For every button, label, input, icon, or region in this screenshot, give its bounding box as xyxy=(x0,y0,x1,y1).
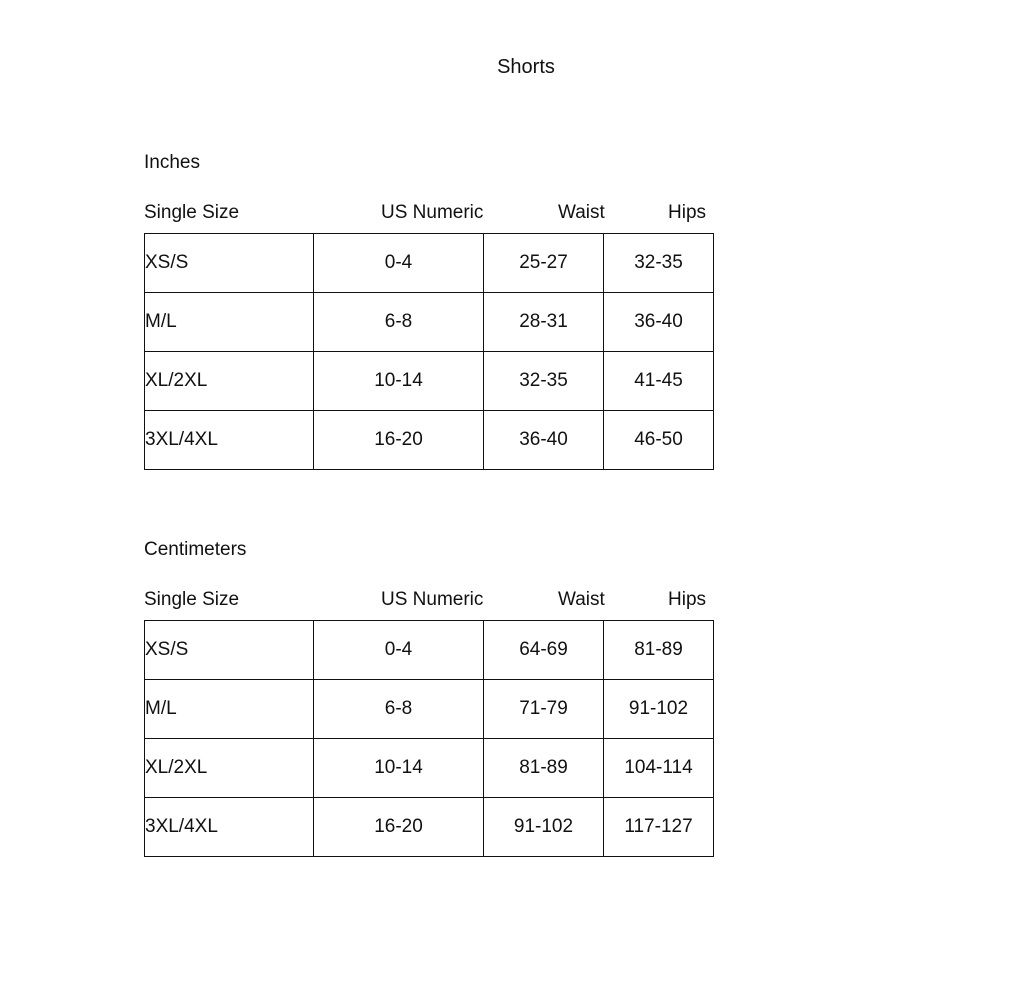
us-numeric-cell: 6-8 xyxy=(314,680,484,739)
waist-cell: 32-35 xyxy=(484,352,604,411)
table-row xyxy=(145,352,714,411)
table-row xyxy=(145,411,714,470)
hips-cell: 104-114 xyxy=(604,739,714,798)
size-cell: M/L xyxy=(145,293,314,352)
column-headers-centimeters xyxy=(144,589,764,611)
table-row xyxy=(145,621,714,680)
table-row xyxy=(145,293,714,352)
waist-cell: 71-79 xyxy=(484,680,604,739)
waist-cell: 28-31 xyxy=(484,293,604,352)
section-label-centimeters: Centimeters xyxy=(144,539,247,560)
hips-cell: 46-50 xyxy=(604,411,714,470)
us-numeric-cell: 0-4 xyxy=(314,234,484,293)
table-row xyxy=(145,234,714,293)
hips-cell: 117-127 xyxy=(604,798,714,857)
header-hips: Hips xyxy=(668,202,707,223)
waist-cell: 81-89 xyxy=(484,739,604,798)
size-cell: XS/S xyxy=(145,621,314,680)
table-row xyxy=(145,739,714,798)
hips-cell: 41-45 xyxy=(604,352,714,411)
us-numeric-cell: 16-20 xyxy=(314,411,484,470)
size-cell: XL/2XL xyxy=(145,739,314,798)
us-numeric-cell: 10-14 xyxy=(314,352,484,411)
us-numeric-cell: 16-20 xyxy=(314,798,484,857)
waist-cell: 91-102 xyxy=(484,798,604,857)
header-waist: Waist xyxy=(558,589,605,610)
hips-cell: 81-89 xyxy=(604,621,714,680)
centimeters-size-table xyxy=(144,620,714,857)
header-hips: Hips xyxy=(668,589,707,610)
size-cell: XL/2XL xyxy=(145,352,314,411)
waist-cell: 36-40 xyxy=(484,411,604,470)
waist-cell: 64-69 xyxy=(484,621,604,680)
size-cell: 3XL/4XL xyxy=(145,411,314,470)
section-label-inches: Inches xyxy=(144,152,200,173)
inches-size-table xyxy=(144,233,714,470)
header-single-size: Single Size xyxy=(144,589,240,610)
header-single-size: Single Size xyxy=(144,202,240,223)
us-numeric-cell: 0-4 xyxy=(314,621,484,680)
header-waist: Waist xyxy=(558,202,605,223)
size-cell: M/L xyxy=(145,680,314,739)
us-numeric-cell: 6-8 xyxy=(314,293,484,352)
hips-cell: 91-102 xyxy=(604,680,714,739)
page-title: Shorts xyxy=(497,56,555,78)
size-cell: 3XL/4XL xyxy=(145,798,314,857)
us-numeric-cell: 10-14 xyxy=(314,739,484,798)
table-row xyxy=(145,680,714,739)
waist-cell: 25-27 xyxy=(484,234,604,293)
table-row xyxy=(145,798,714,857)
header-us-numeric: US Numeric xyxy=(381,589,484,610)
column-headers-inches xyxy=(144,202,764,224)
size-cell: XS/S xyxy=(145,234,314,293)
hips-cell: 36-40 xyxy=(604,293,714,352)
hips-cell: 32-35 xyxy=(604,234,714,293)
header-us-numeric: US Numeric xyxy=(381,202,484,223)
